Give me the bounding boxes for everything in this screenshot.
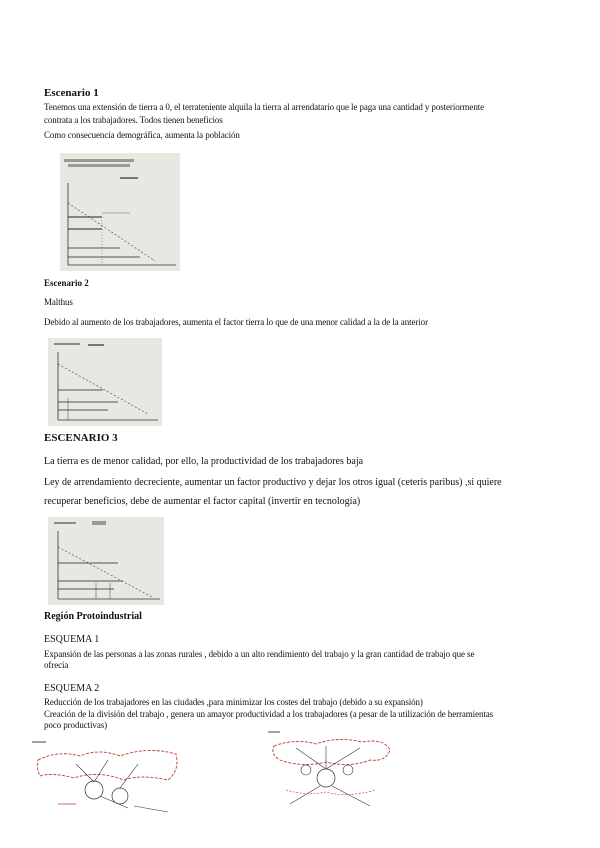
region-heading: Región Protoindustrial [44, 611, 142, 622]
sketch-esquema-1 [28, 740, 184, 816]
escenario-3-heading: ESCENARIO 3 [44, 432, 118, 444]
scanned-graph-2 [48, 338, 162, 426]
escenario-3-line-2: Ley de arrendamiento decreciente, aumentar un factor productivo y dejar los otros igual (ceteris paribus) ,si quiere [44, 477, 502, 488]
esquema-2-line-1: Reducción de los trabajadores en las ciudades ,para minimizar los costes del trabajo (debido a su expansión) [44, 697, 423, 707]
esquema-1-line-2: ofrecía [44, 660, 69, 670]
esquema-2-line-3: poco productivas) [44, 720, 108, 730]
esquema-1-line-1: Expansión de las personas a las zonas rurales , debido a un alto rendimiento del trabajo y la gran cantidad de trabajo que se [44, 649, 475, 659]
escenario-1-line-2: contrata a los trabajadores. Todos tienen beneficios [44, 115, 223, 125]
escenario-1-heading: Escenario 1 [44, 87, 99, 99]
scanned-graph-3 [48, 517, 164, 605]
escenario-2-heading: Escenario 2 [44, 278, 89, 288]
esquema-2-title: ESQUEMA 2 [44, 683, 100, 694]
sketch-esquema-2 [266, 730, 394, 816]
scanned-graph-1 [60, 153, 180, 271]
escenario-2-line-1: Debido al aumento de los trabajadores, aumenta el factor tierra lo que de una menor calidad a la de la anterior [44, 317, 428, 327]
escenario-3-line-3: recuperar beneficios, debe de aumentar el factor capital (invertir en tecnología) [44, 496, 361, 507]
escenario-3-line-1: La tierra es de menor calidad, por ello, la productividad de los trabajadores baja [44, 456, 364, 467]
esquema-1-title: ESQUEMA 1 [44, 634, 100, 645]
escenario-2-subtitle: Malthus [44, 297, 73, 307]
escenario-1-line-1: Tenemos una extensión de tierra a 0, el terrateniente alquila la tierra al arrendatario que le paga una cantidad y posteriormente [44, 102, 485, 112]
escenario-1-line-3: Como consecuencia demográfica, aumenta la población [44, 130, 240, 140]
esquema-2-line-2: Creación de la división del trabajo , genera un amayor productividad a los trabajadores (a pesar de la utilización de herramientas [44, 709, 494, 719]
